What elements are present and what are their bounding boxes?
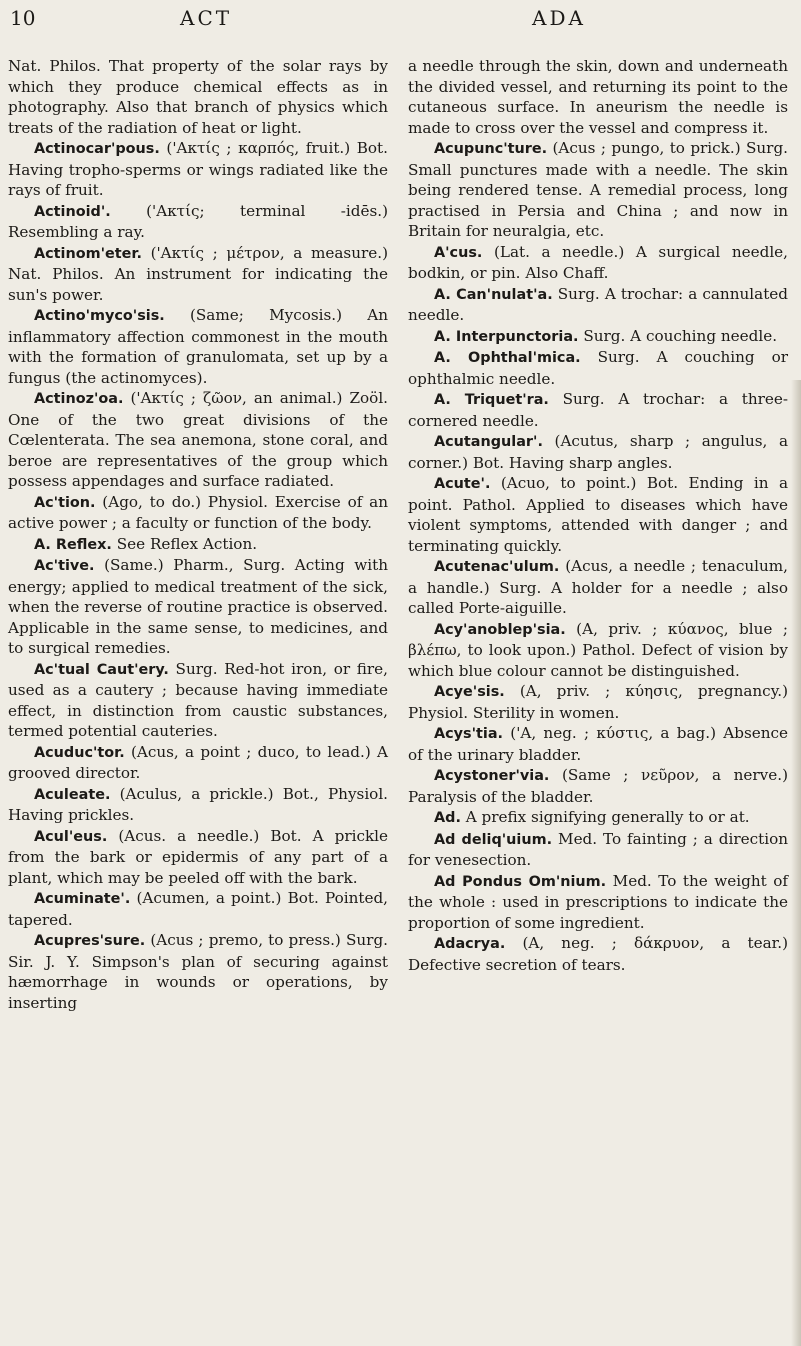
left-column [8,56,388,1013]
continued-entry [408,56,788,138]
entry-definition: (Acutus, sharp ; angulus, a corner.) Bot. Having sharp angles. [408,432,788,472]
entry-headword: Acuduc'tor. [34,744,125,761]
entry-definition: (Acus. a needle.) Bot. A prickle from the bark or epidermis of any part of a plant, which may be peeled off with the bark. [8,826,388,887]
dictionary-entry [8,888,388,930]
entry-definition: (Acus ; premo, to press.) Surg. Sir. J. Y. Simpson's plan of securing against hæmorrhage in wounds or operations, by inserting [8,931,388,1012]
dictionary-entry [408,242,788,284]
entry-headword: A. Reflex. [34,536,112,553]
entry-headword: Ad Pondus Om'nium. [434,873,607,890]
dictionary-entry [408,389,788,431]
entry-headword: Ad deliq'uium. [434,831,553,848]
entry-headword: Actinom'eter. [34,245,142,262]
entry-headword: Acy'anoblep'sia. [434,621,566,638]
dictionary-entry [8,243,388,306]
entry-definition: (A, priv. ; κύανος, blue ; βλέπω, to look upon.) Pathol. Defect of vision by which blue colour cannot be distinguished. [408,619,789,680]
entry-definition: ('A, neg. ; κύστις, a bag.) Absence of the urinary bladder. [408,724,788,764]
dictionary-entry [408,619,788,682]
dictionary-entry [408,347,788,389]
dictionary-entry [408,723,788,765]
dictionary-entry [8,930,388,1013]
entry-definition: Surg. A trochar: a three-cornered needle. [408,390,788,430]
dictionary-entry [408,284,788,326]
entry-definition: (Same ; νεῦρον, a nerve.) Paralysis of the bladder. [408,766,789,806]
entry-headword: Acye'sis. [434,684,505,700]
entry-headword: A. Interpunctoria. [434,328,579,345]
entry-definition: Surg. A trochar: a cannulated needle. [408,284,789,324]
entry-headword: Ac'tion. [34,494,96,511]
running-head-right: ADA [532,6,586,30]
entry-definition: (Aculus, a prickle.) Bot., Physiol. Having prickles. [8,784,389,824]
dictionary-entry [8,201,388,243]
dictionary-entry [8,138,388,201]
entry-headword: Acys'tia. [434,726,504,742]
dictionary-entry [8,555,388,659]
dictionary-entry [8,784,388,826]
dictionary-entry [408,807,788,829]
dictionary-entry [408,138,788,242]
entry-definition: ('Ακτίς ; καρπός, fruit.) Bot. Having tropho-sperms or wings radiated like the rays of fruit. [8,139,388,199]
entry-headword: A. Can'nulat'a. [434,286,553,303]
dictionary-entry [8,305,388,388]
entry-headword: A. Triquet'ra. [434,392,549,408]
dictionary-entry [8,826,388,889]
entry-headword: Actinocar'pous. [34,141,160,157]
entry-headword: Ac'tual Caut'ery. [34,661,169,678]
dictionary-entry [408,681,788,723]
dictionary-entry [408,871,788,934]
entry-headword: Actino'myco'sis. [34,308,165,324]
entry-definition: Med. To fainting ; a direction for venesection. [408,829,789,869]
continued-entry [8,56,388,138]
entry-headword: Actinoz'oa. [34,391,124,407]
entry-headword: Acutenac'ulum. [434,559,560,575]
entry-definition: (Same.) Pharm., Surg. Acting with energy; applied to medical treatment of the sick, when the reverse of routine practice is observed. Applicable in the same sense, to medicines, and to surgical remedies. [8,556,389,657]
entry-definition: (Acumen, a point.) Bot. Pointed, tapered. [8,889,389,929]
entry-headword: Actinoid'. [34,203,111,220]
entry-definition: (Same; Mycosis.) An inflammatory affection commonest in the mouth with the formation of granulomata, set up by a fungus (the actinomyces). [8,306,389,387]
entry-definition: (Lat. a needle.) A surgical needle, bodkin, or pin. Also Chaff. [408,242,788,282]
page-edge-shadow [791,380,801,1346]
entry-definition: A prefix signifying generally to or at. [465,808,750,826]
right-column [408,56,788,975]
entry-headword: Adacrya. [434,936,506,952]
dictionary-entry [8,742,388,784]
running-head-left: ACT [180,6,233,30]
entry-definition: (Ago, to do.) Physiol. Exercise of an active power ; a faculty or function of the body. [8,492,389,532]
entry-definition: Surg. Red-hot iron, or fire, used as a cautery ; because having immediate effect, in distinction from caustic substances, termed potential cauteries. [8,659,388,740]
entry-definition: (A, priv. ; κύησις, pregnancy.) Physiol. Sterility in women. [408,682,789,722]
entry-definition: (Acus, a needle ; tenaculum, a handle.) Surg. A holder for a needle ; also called Porte-aiguille. [408,557,788,617]
entry-definition: Surg. A couching or ophthalmic needle. [408,348,788,388]
entry-definition: Med. To the weight of the whole : used in prescriptions to indicate the proportion of some ingredient. [408,871,788,932]
dictionary-entry [8,492,388,534]
entry-definition: (Acus ; pungo, to prick.) Surg. Small punctures made with a needle. The skin being rendered tense. A remedial process, long practised in Persia and China ; and now in Britain for neuralgia, etc. [408,139,788,240]
entry-headword: Acute'. [434,476,491,492]
entry-headword: Acutangular'. [434,434,543,450]
entry-headword: Acuminate'. [34,891,131,907]
entry-headword: Acupunc'ture. [434,141,548,157]
entry-definition: ('Ακτίς ; ζῶον, an animal.) Zoöl. One of the two great divisions of the Cœlenterata. The sea anemona, stone coral, and beroe are representatives of the group which possess appendages and surface radiated. [8,389,389,490]
dictionary-entry [8,534,388,556]
entry-headword: Aculeate. [34,786,111,803]
entry-definition: (Acuo, to point.) Bot. Ending in a point. Pathol. Applied to diseases which have violent symptoms, attended with danger ; and terminating quickly. [408,474,788,555]
entry-definition: Nat. Philos. That property of the solar rays by which they produce chemical effects as in photography. Also that branch of physics which treats of the radiation of heat or light. [8,57,388,137]
entry-headword: Acystoner'via. [434,768,550,784]
dictionary-entry [408,933,788,975]
dictionary-entry [408,765,788,807]
dictionary-entry [8,659,388,742]
page-header [0,0,801,50]
dictionary-entry [408,556,788,619]
dictionary-entry [408,829,788,871]
entry-definition: ('Ακτίς ; μέτρον, a measure.) Nat. Philos. An instrument for indicating the sun's power. [8,243,388,304]
entry-headword: Acupres'sure. [34,933,146,949]
entry-definition: Surg. A couching needle. [583,326,778,345]
entry-headword: Acul'eus. [34,828,108,845]
page-number: 10 [10,6,36,30]
dictionary-entry [8,388,388,492]
entry-headword: A'cus. [434,244,483,261]
entry-headword: Ad. [434,810,461,826]
entry-headword: A. Ophthal'mica. [434,350,581,366]
entry-definition: See Reflex Action. [116,534,258,553]
dictionary-entry [408,431,788,473]
entry-definition: ('Ακτίς; terminal -idēs.) Resembling a ray. [8,201,389,241]
dictionary-entry [408,473,788,556]
entry-definition: (Acus, a point ; duco, to lead.) A grooved director. [8,742,389,782]
entry-definition: a needle through the skin, down and underneath the divided vessel, and returning its point to the cutaneous surface. In aneurism the needle is made to cross over the vessel and compress it. [408,57,788,137]
dictionary-entry [408,326,788,348]
entry-headword: Ac'tive. [34,558,95,574]
entry-definition: (A, neg. ; δάκρυον, a tear.) Defective secretion of tears. [408,934,788,974]
